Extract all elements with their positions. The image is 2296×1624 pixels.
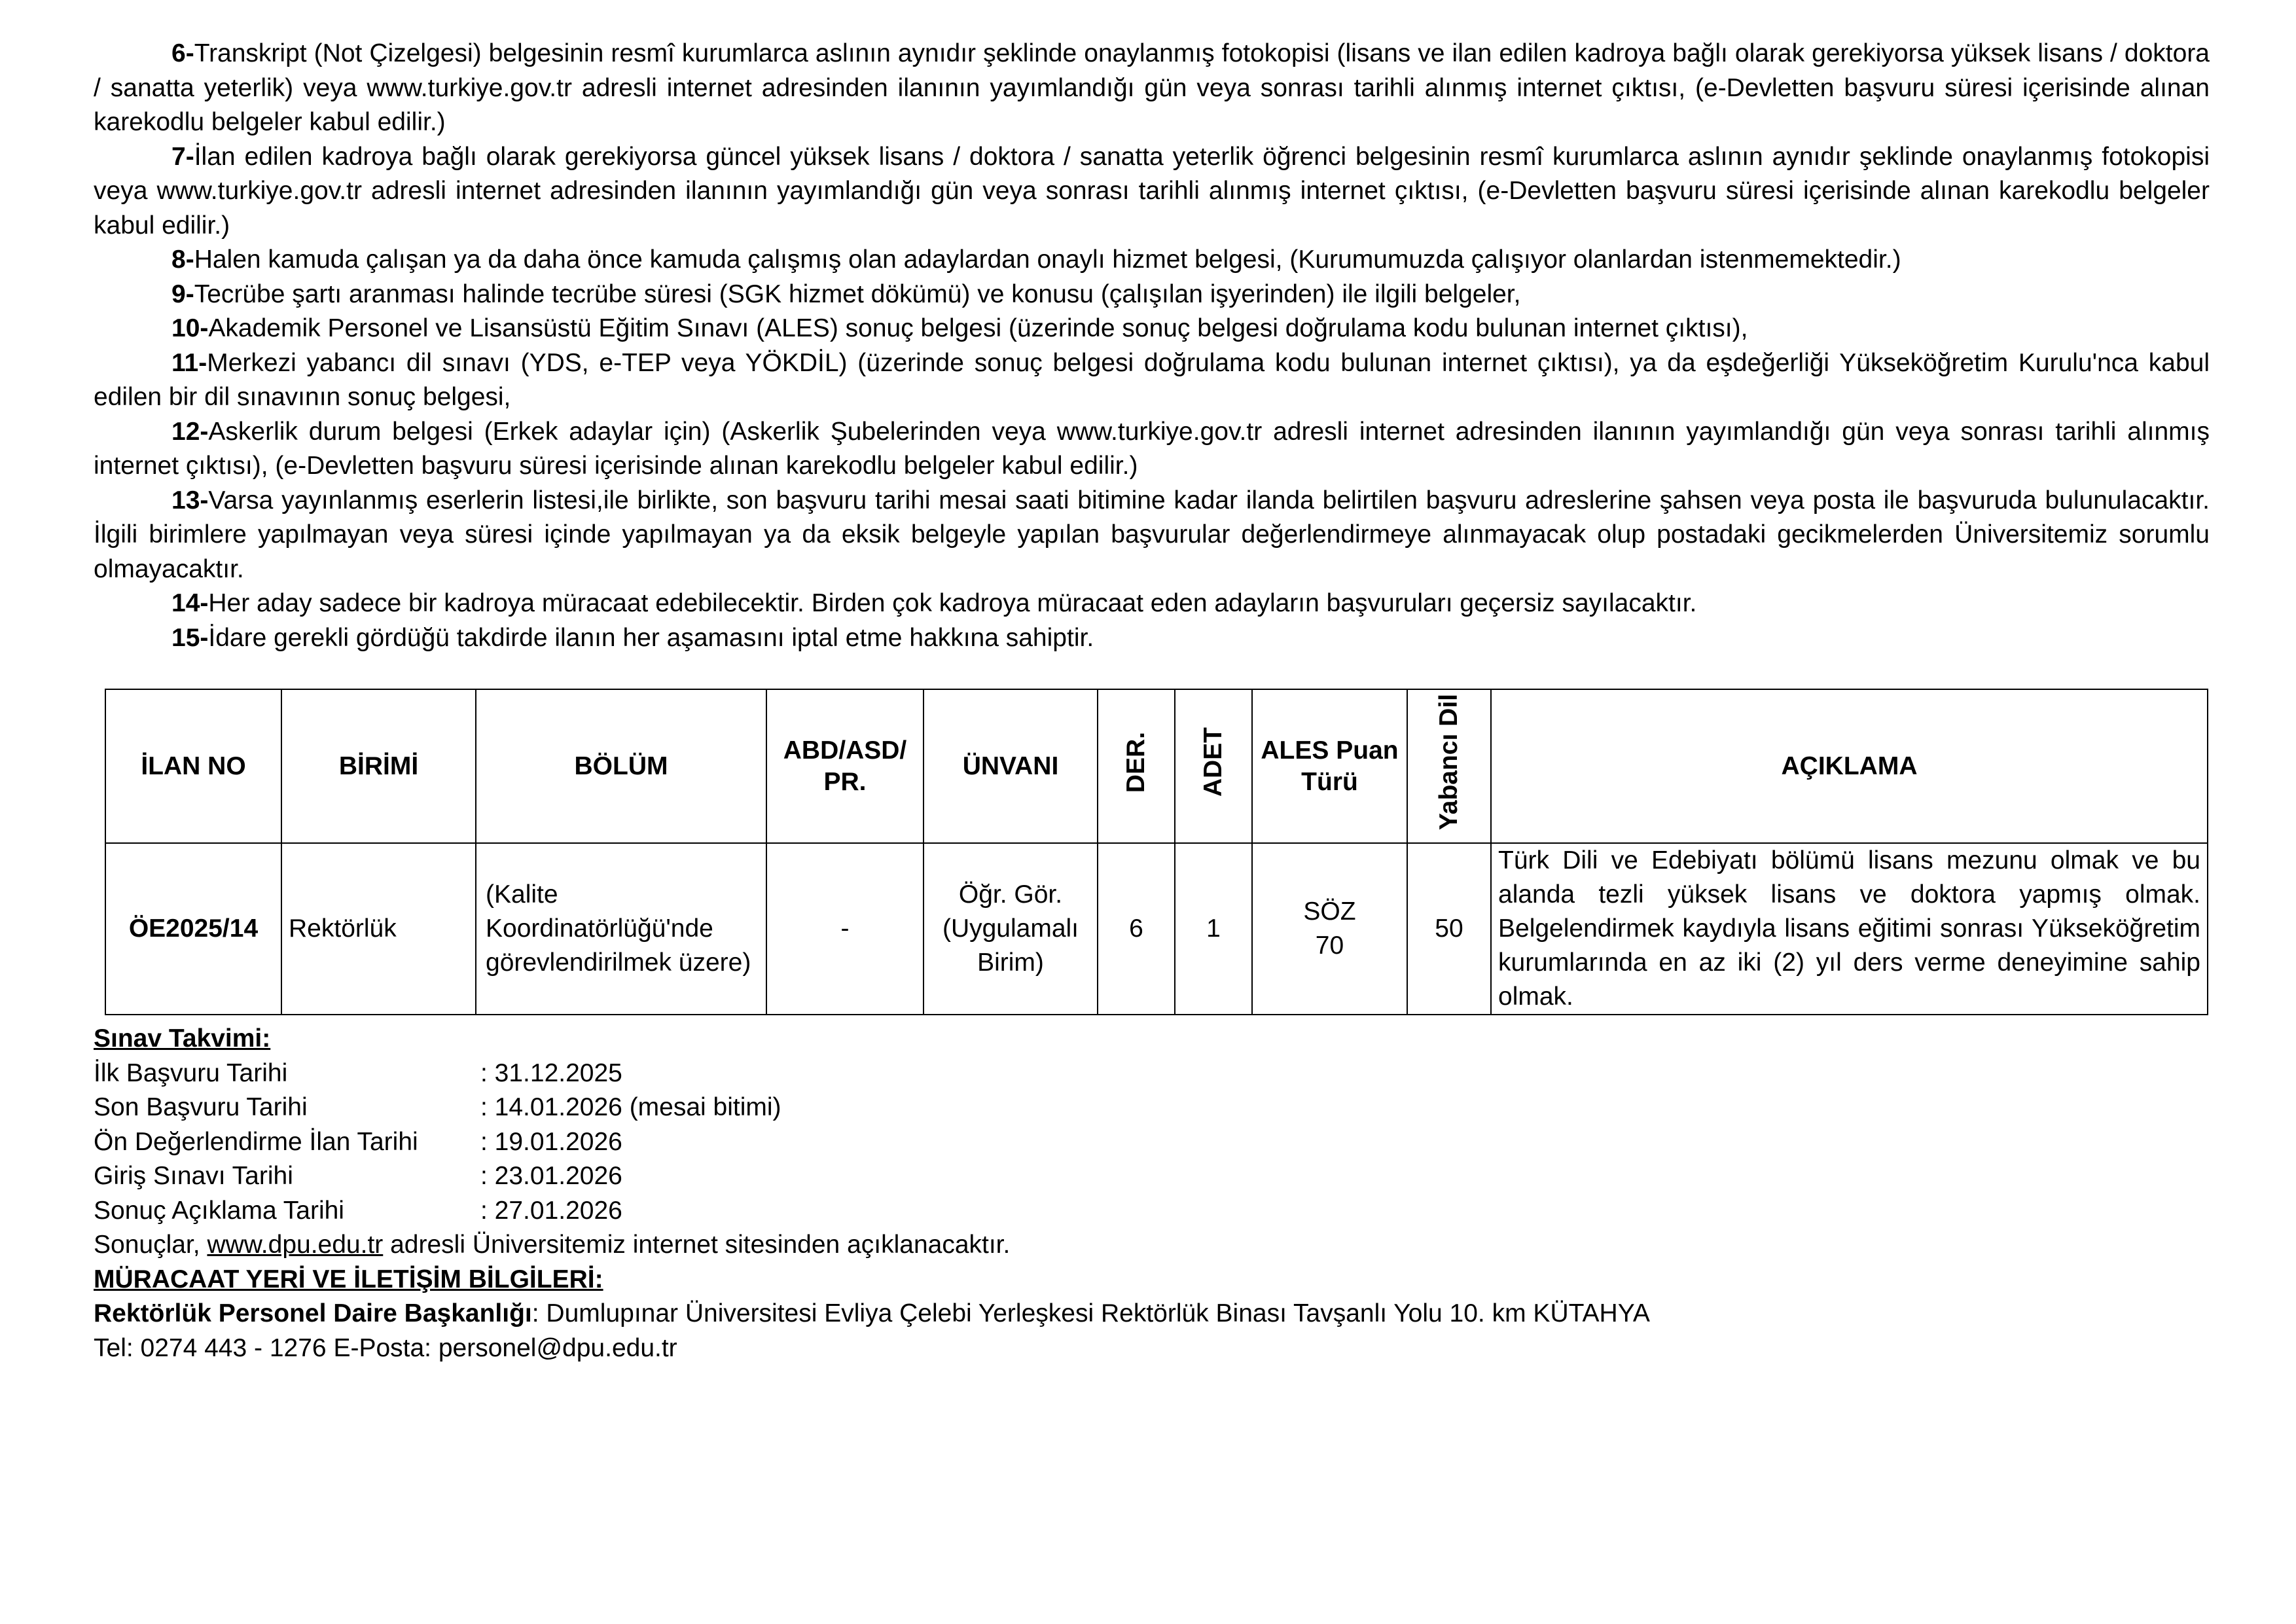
requirement-item-8: [94, 243, 2210, 278]
item-text: Halen kamuda çalışan ya da daha önce kamuda çalışmış olan adaylardan onaylı hizmet belgesi, (Kurumumuzda çalışıyor olanlardan istenmemektedir.): [194, 245, 1901, 274]
schedule-row: [94, 1125, 2057, 1160]
schedule-row: [94, 1056, 2057, 1091]
results-prefix: Sonuçlar,: [94, 1231, 207, 1259]
cell-der: 6: [1098, 843, 1175, 1015]
schedule-row: [94, 1159, 2057, 1194]
schedule-value: : 19.01.2026: [480, 1127, 622, 1156]
header-ales: ALES Puan Türü: [1252, 689, 1407, 843]
table-row: [105, 843, 2208, 1015]
requirement-item-7: [94, 140, 2210, 244]
item-number: 6-: [171, 39, 194, 67]
header-adet-label: ADET: [1199, 727, 1227, 797]
item-number: 12-: [171, 417, 209, 446]
requirement-item-15: [94, 621, 2210, 656]
ales-type: SÖZ: [1303, 897, 1356, 926]
contact-phone-line: Tel: 0274 443 - 1276 E-Posta: personel@dpu.edu.tr: [94, 1333, 677, 1362]
contact-title: MÜRACAAT YERİ VE İLETİŞİM BİLGİLERİ:: [94, 1265, 603, 1293]
item-number: 10-: [171, 314, 209, 342]
header-yabanci-dil-label: Yabancı Dil: [1435, 694, 1463, 831]
cell-adet: 1: [1175, 843, 1252, 1015]
requirement-item-13: [94, 484, 2210, 587]
results-line: [94, 1228, 2057, 1263]
item-number: 11-: [171, 348, 207, 377]
header-unvani: ÜNVANI: [924, 689, 1098, 843]
ales-score: 70: [1315, 931, 1344, 960]
schedule-value: : 27.01.2026: [480, 1196, 622, 1225]
schedule-label: Sonuç Açıklama Tarihi: [94, 1196, 344, 1225]
header-der: [1098, 689, 1175, 843]
contact-office: Rektörlük Personel Daire Başkanlığı: [94, 1299, 532, 1327]
exam-schedule: [94, 1022, 2057, 1365]
contact-address: : Dumlupınar Üniversitesi Evliya Çelebi Yerleşkesi Rektörlük Binası Tavşanlı Yolu 10. km KÜTAHYA: [531, 1299, 1650, 1327]
schedule-value: : 23.01.2026: [480, 1162, 622, 1190]
header-adet: [1175, 689, 1252, 843]
item-number: 9-: [171, 280, 194, 308]
requirement-item-9: [94, 278, 2210, 312]
header-abd: ABD/ASD/ PR.: [766, 689, 924, 843]
requirement-item-10: [94, 312, 2210, 346]
item-text: Akademik Personel ve Lisansüstü Eğitim Sınavı (ALES) sonuç belgesi (üzerinde sonuç belgesi doğrulama kodu bulunan internet çıktısı),: [208, 314, 1748, 342]
item-text: Merkezi yabancı dil sınavı (YDS, e-TEP veya YÖKDİL) (üzerinde sonuç belgesi doğrulama kodu bulunan internet çıktısı), ya da eşdeğerliği Yükseköğretim Kurulu'nca kabul edilen bir dil sınavının sonuç belgesi,: [94, 348, 2210, 411]
schedule-value: : 14.01.2026 (mesai bitimi): [480, 1093, 781, 1121]
website-link[interactable]: www.dpu.edu.tr: [207, 1231, 384, 1259]
schedule-label: Ön Değerlendirme İlan Tarihi: [94, 1127, 418, 1156]
schedule-value: : 31.12.2025: [480, 1058, 622, 1087]
cell-aciklama: Türk Dili ve Edebiyatı bölümü lisans mezunu olmak ve bu alanda tezli yüksek lisans ve doktora yapmış olmak. Belgelendirmek kaydıyla lisans eğitimi sonrası Yükseköğretim kurumlarında en az iki (2) yıl ders verme deneyimine sahip olmak.: [1491, 843, 2208, 1015]
item-text: İlan edilen kadroya bağlı olarak gerekiyorsa güncel yüksek lisans / doktora / sanatta yeterlik öğrenci belgesinin resmî kurumlarca aslının aynıdır şeklinde onaylanmış fotokopisi veya www.turkiye.gov.tr adresli internet adresinden ilanının yayımlandığı gün veya sonrası tarihli alınmış internet çıktısı, (e-Devletten başvuru süresi içerisinde alınan karekodlu belgeler kabul edilir.): [94, 142, 2210, 240]
item-number: 7-: [171, 142, 194, 171]
requirements-list: [94, 37, 2210, 655]
cell-ales: [1252, 843, 1407, 1015]
position-table: [105, 689, 2208, 1015]
item-number: 8-: [171, 245, 194, 274]
cell-abd: -: [766, 843, 924, 1015]
item-text: İdare gerekli gördüğü takdirde ilanın her aşamasını iptal etme hakkına sahiptir.: [208, 623, 1094, 652]
item-text: Askerlik durum belgesi (Erkek adaylar için) (Askerlik Şubelerinden veya www.turkiye.gov.tr adresli internet adresinden ilanının yayımlandığı gün veya sonrası tarihli alınmış internet çıktısı), (e-Devletten başvuru süresi içerisinde alınan karekodlu belgeler kabul edilir.): [94, 417, 2210, 480]
requirement-item-14: [94, 586, 2210, 621]
item-number: 15-: [171, 623, 209, 652]
header-bolum: BÖLÜM: [476, 689, 766, 843]
item-number: 13-: [171, 486, 209, 514]
requirement-item-12: [94, 415, 2210, 484]
cell-yabanci-dil: 50: [1407, 843, 1491, 1015]
cell-birimi: Rektörlük: [281, 843, 476, 1015]
item-text: Her aday sadece bir kadroya müracaat edebilecektir. Birden çok kadroya müracaat eden adayların başvuruları geçersiz sayılacaktır.: [208, 589, 1697, 617]
item-text: Tecrübe şartı aranması halinde tecrübe süresi (SGK hizmet dökümü) ve konusu (çalışılan işyerinden) ile ilgili belgeler,: [194, 280, 1521, 308]
schedule-title: Sınav Takvimi:: [94, 1024, 271, 1053]
requirement-item-11: [94, 346, 2210, 415]
contact-address-line: [94, 1297, 2057, 1331]
header-der-label: DER.: [1122, 731, 1150, 793]
cell-ilan-no: ÖE2025/14: [105, 843, 281, 1015]
schedule-row: [94, 1091, 2057, 1125]
header-ilan-no: İLAN NO: [105, 689, 281, 843]
table-header-row: [105, 689, 2208, 843]
item-text: Transkript (Not Çizelgesi) belgesinin resmî kurumlarca aslının aynıdır şeklinde onaylanmış fotokopisi (lisans ve ilan edilen kadroya bağlı olarak gerekiyorsa yüksek lisans / doktora / sanatta yeterlik) veya www.turkiye.gov.tr adresli internet adresinden ilanının yayımlandığı gün veya sonrası tarihli alınmış internet çıktısı, (e-Devletten başvuru süresi içerisinde alınan karekodlu belgeler kabul edilir.): [94, 39, 2210, 136]
results-suffix: adresli Üniversitemiz internet sitesinden açıklanacaktır.: [383, 1231, 1011, 1259]
header-aciklama: AÇIKLAMA: [1491, 689, 2208, 843]
header-yabanci-dil: [1407, 689, 1491, 843]
schedule-label: Giriş Sınavı Tarihi: [94, 1162, 293, 1190]
item-number: 14-: [171, 589, 209, 617]
requirement-item-6: [94, 37, 2210, 140]
item-text: Varsa yayınlanmış eserlerin listesi,ile birlikte, son başvuru tarihi mesai saati bitimine kadar ilanda belirtilen başvuru adreslerine şahsen veya posta ile başvuruda bulunulacaktır. İlgili birimlere yapılmayan veya süresi içinde yapılmayan ya da eksik belgeyle yapılan başvurular değerlendirmeye alınmayacak olup postadaki gecikmelerden Üniversitemiz sorumlu olmayacaktır.: [94, 486, 2210, 583]
schedule-row: [94, 1194, 2057, 1229]
schedule-label: Son Başvuru Tarihi: [94, 1093, 308, 1121]
cell-bolum: (Kalite Koordinatörlüğü'nde görevlendirilmek üzere): [476, 843, 766, 1015]
schedule-label: İlk Başvuru Tarihi: [94, 1058, 288, 1087]
cell-unvani: Öğr. Gör. (Uygulamalı Birim): [924, 843, 1098, 1015]
header-birimi: BİRİMİ: [281, 689, 476, 843]
